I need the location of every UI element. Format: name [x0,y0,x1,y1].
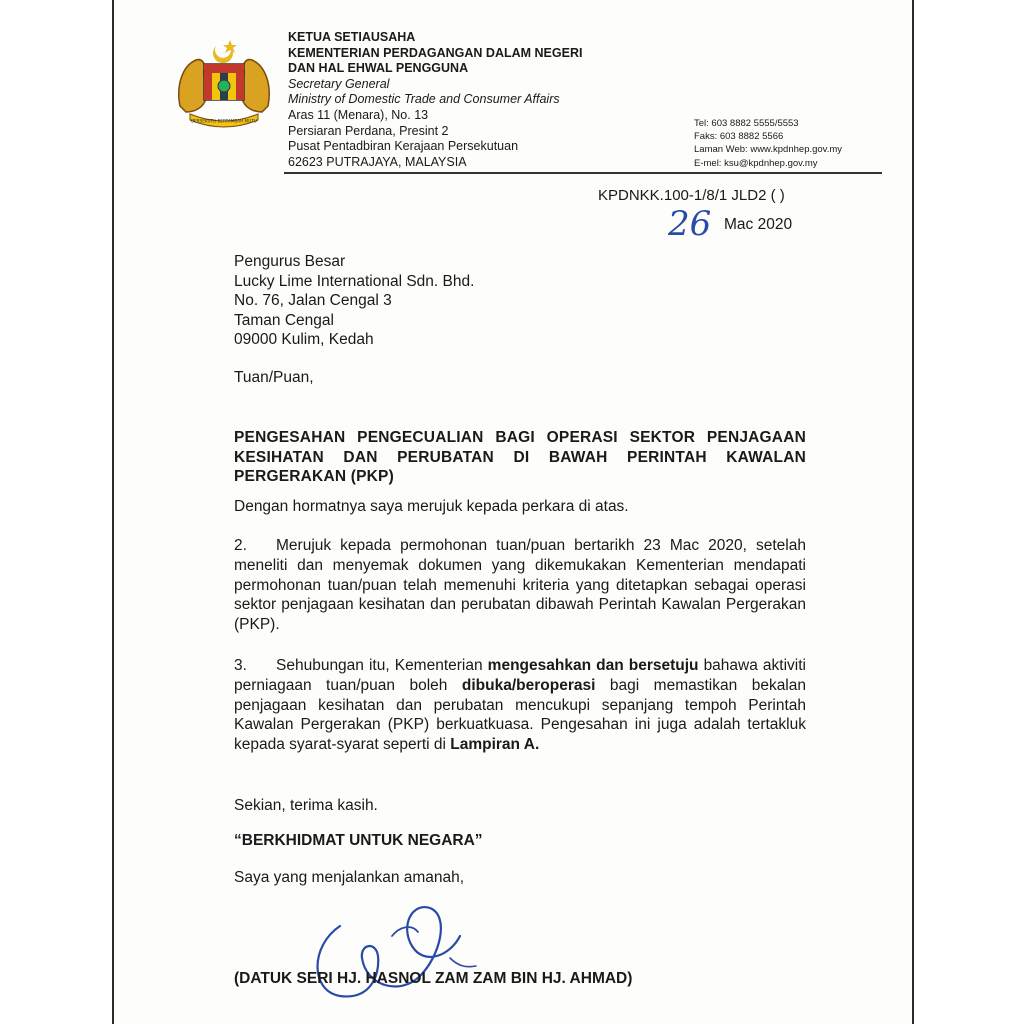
paragraph-text: bagi memastikan bekalan penjagaan kesihatan dan perubatan mencukupi sepanjang tempoh Perintah Kawalan Pergerakan (PKP) berkuatkuasa. Pengesahan ini juga adalah tertakluk kepada syarat-syarat seperti di [234,676,806,754]
header-divider [284,172,882,174]
paragraph-bold: Lampiran A [450,736,535,754]
reference-number: KPDNKK.100-1/8/1 JLD2 ( ) [598,187,785,204]
signoff-line: Saya yang menjalankan amanah, [234,869,465,886]
paragraph-text: bahawa aktiviti perniagaan tuan/puan boleh [234,657,806,694]
org-line: KEMENTERIAN PERDAGANGAN DALAM NEGERI [288,45,583,60]
paragraph-bold: dibuka/beroperasi [461,676,596,694]
closing-line: Sekian, terima kasih. [234,797,378,814]
paragraph-text: Merujuk kepada permohonan tuan/puan bertarikh 23 Mac 2020, setelah meneliti dan menyemak dokumen yang dikemukakan Kementerian mendapati permohonan tuan/puan telah memenuhi kriteria yang ditetapkan sebagai operasi sektor penjagaan kesihatan dan perubatan dibawah Perintah Kawalan Pergerakan (PKP). [234,537,806,634]
opening-line: Dengan hormatnya saya merujuk kepada perkara di atas. [234,498,629,515]
paragraph-bold: mengesahkan dan bersetuju [487,657,699,674]
org-line: KETUA SETIAUSAHA [288,30,416,44]
paragraph-number: 2. [234,537,247,554]
address-line: Aras 11 (Menara), No. 13 [288,107,429,122]
recipient-line: Pengurus Besar [234,253,346,270]
address-line: Persiaran Perdana, Presint 2 [288,123,449,138]
recipient-line: Taman Cengal [234,311,334,329]
right-margin [914,0,1024,1024]
recipient-address [234,252,474,350]
crest-motto: BERSEKUTU BERTAMBAH MUTU [191,118,257,124]
left-margin [0,0,112,1024]
english-title: Secretary General [288,76,390,91]
address-line: 62623 PUTRAJAYA, MALAYSIA [288,154,467,169]
paragraph-text: Sehubungan itu, Kementerian [276,657,488,674]
signatory-name: (DATUK SERI HJ. HASNOL ZAM ZAM BIN HJ. AHMAD) [234,970,633,987]
salutation: Tuan/Puan, [234,369,314,386]
date-month-year: Mac 2020 [724,216,793,233]
english-ministry: Ministry of Domestic Trade and Consumer Affairs [288,92,560,107]
paragraph-2 [234,536,806,635]
org-line: DAN HAL EHWAL PENGGUNA [288,61,469,76]
recipient-line: Lucky Lime International Sdn. Bhd. [234,272,475,290]
signature-icon [300,896,490,1016]
contact-web: Laman Web: www.kpdnhep.gov.my [694,144,843,156]
paragraph-text: . [534,736,540,754]
coat-of-arms-icon [172,36,276,128]
recipient-line: 09000 Kulim, Kedah [234,331,374,348]
handwritten-date-day: 26 [668,204,712,244]
contact-block [694,117,842,170]
motto: “BERKHIDMAT UNTUK NEGARA” [234,832,483,849]
paragraph-number: 3. [234,657,247,674]
letterhead [288,30,582,170]
contact-tel: Tel: 603 8882 5555/5553 [694,118,799,129]
contact-email: E-mel: ksu@kpdnhep.gov.my [694,157,818,169]
paragraph-3 [234,656,806,755]
subject-heading: PENGESAHAN PENGECUALIAN BAGI OPERASI SEKTOR PENJAGAAN KESIHATAN DAN PERUBATAN DI BAWAH PERINTAH KAWALAN PERGERAKAN (PKP) [234,429,806,485]
recipient-line: No. 76, Jalan Cengal 3 [234,292,392,309]
address-line: Pusat Pentadbiran Kerajaan Persekutuan [288,139,519,154]
contact-fax: Faks: 603 8882 5566 [694,131,784,143]
